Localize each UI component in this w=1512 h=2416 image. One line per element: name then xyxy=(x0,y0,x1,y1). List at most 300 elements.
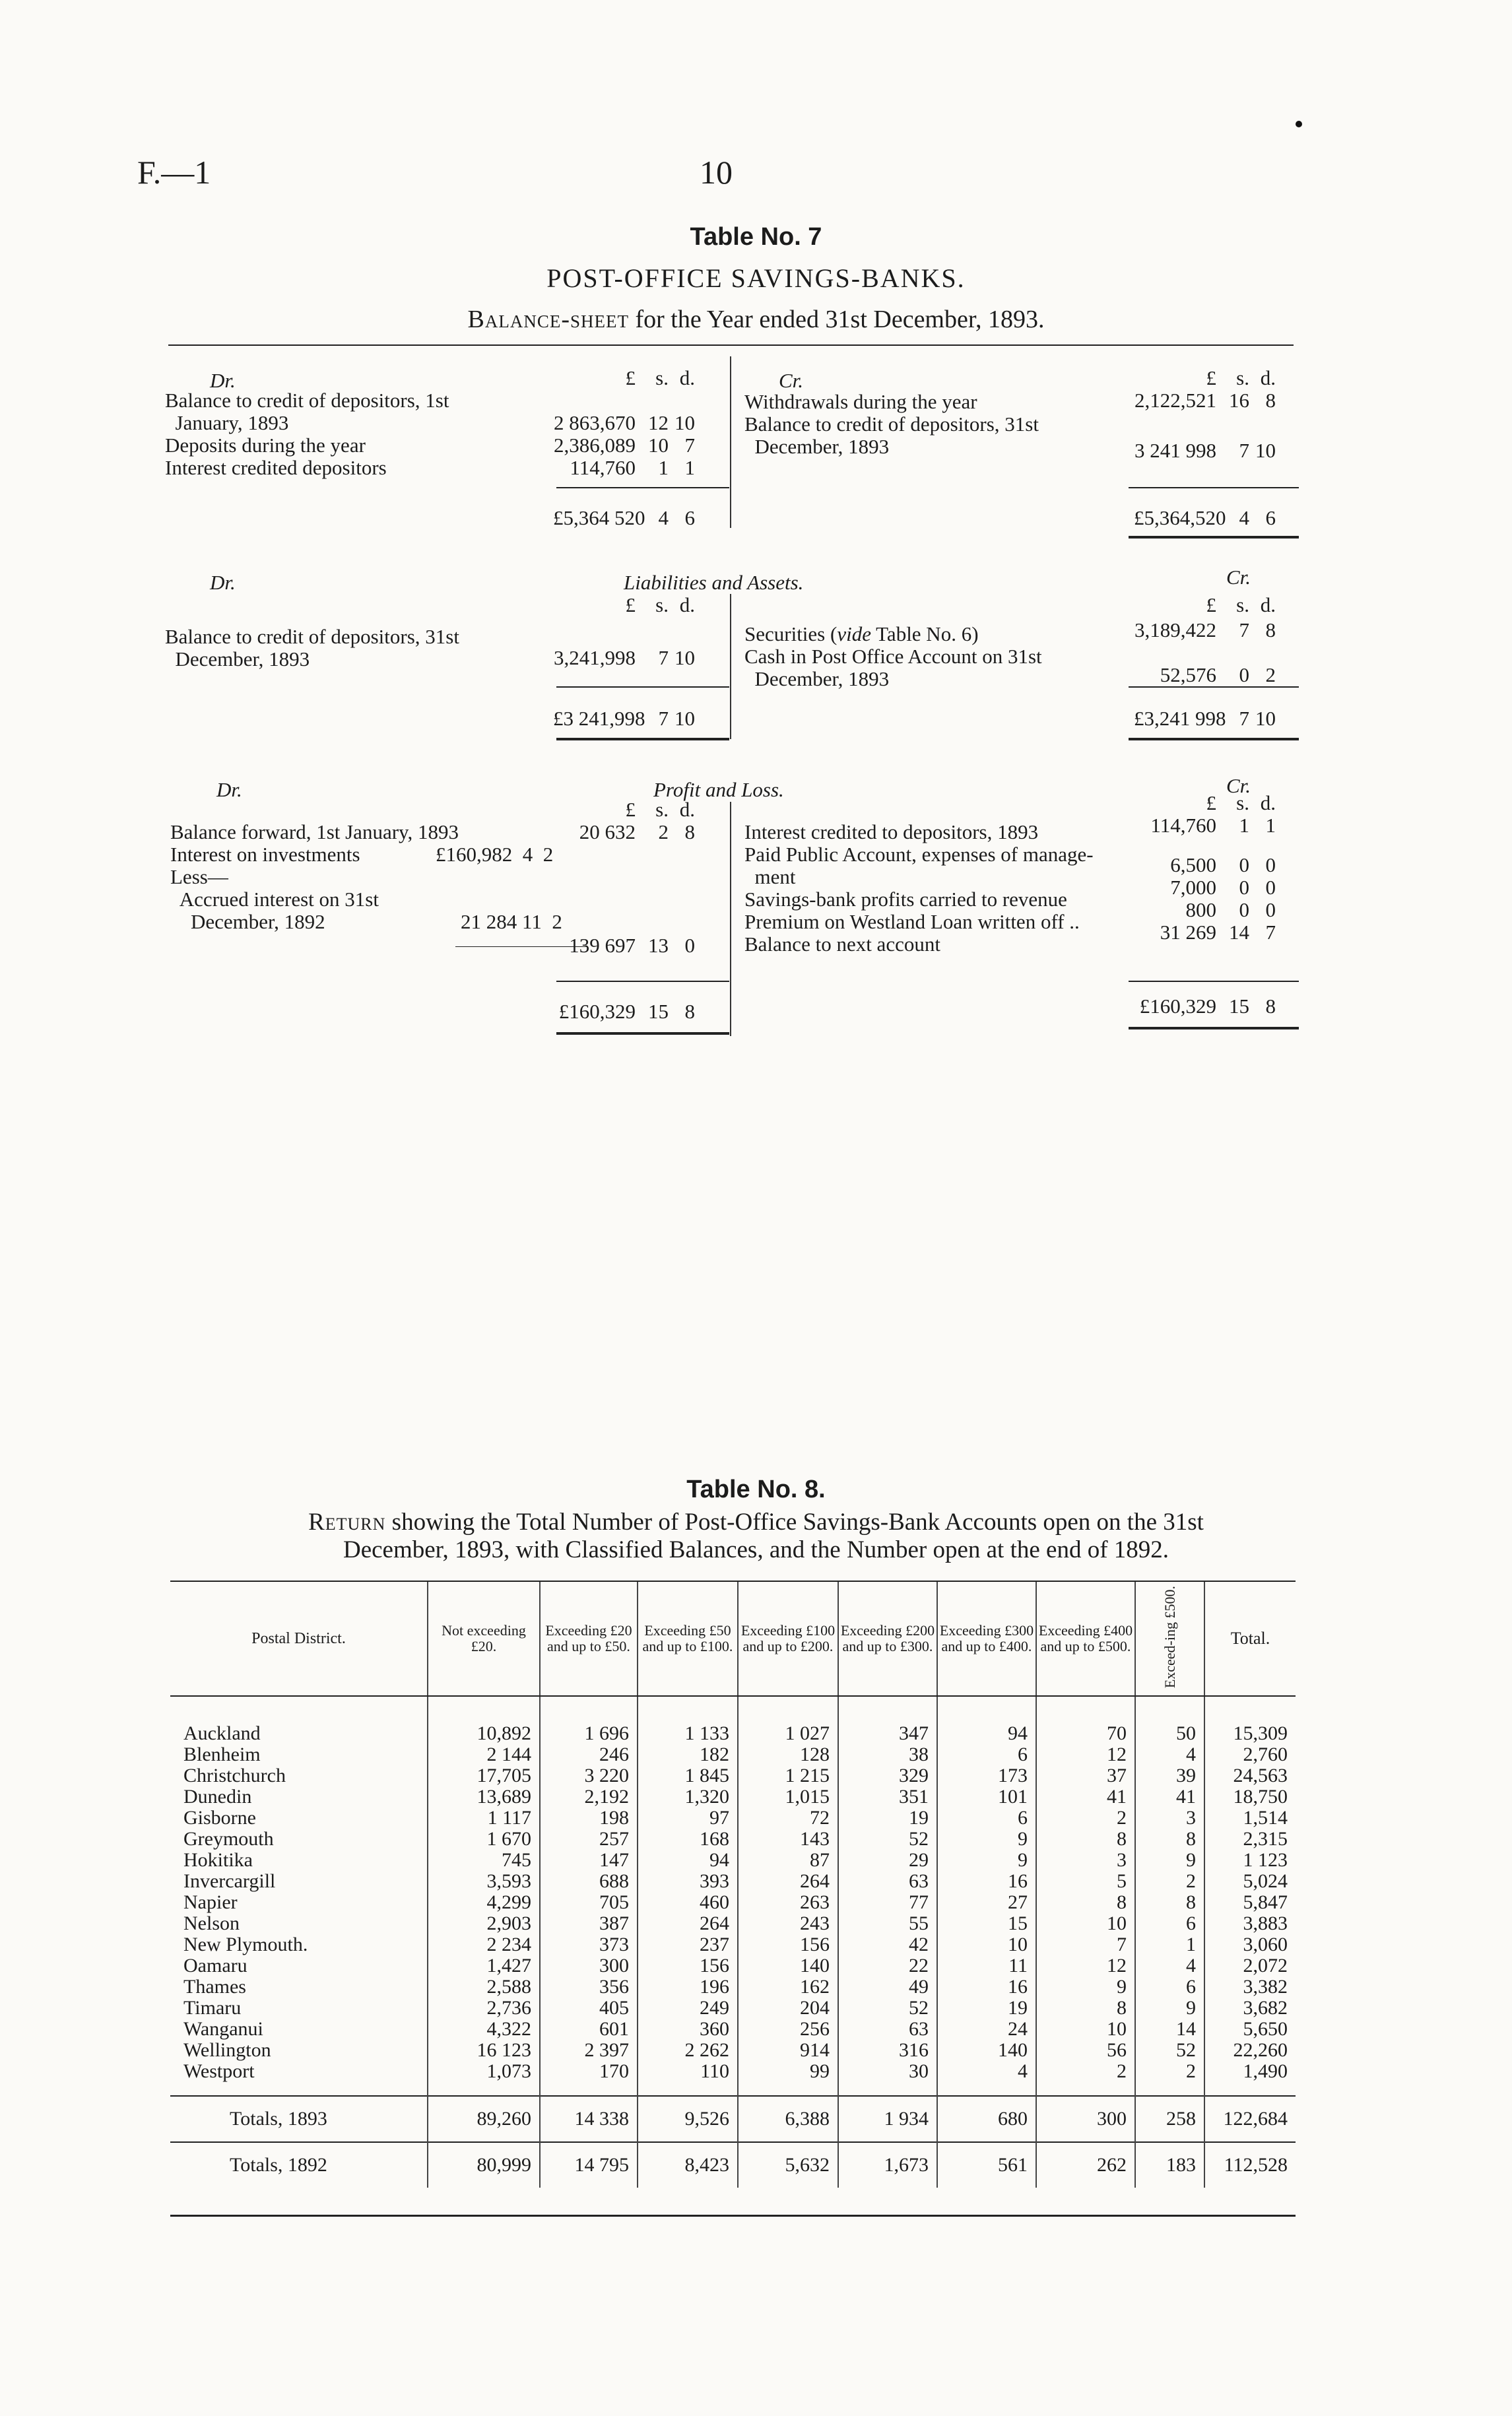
totals-cell: 5,632 xyxy=(738,2142,838,2188)
balance-divider xyxy=(730,356,731,528)
column-header: Exceed-ing £500. xyxy=(1135,1582,1204,1696)
pl-left-line: Less— xyxy=(170,865,228,888)
count-cell: 316 xyxy=(838,2040,937,2061)
count-cell: 3,883 xyxy=(1204,1913,1296,1934)
count-cell: 2,903 xyxy=(428,1913,540,1934)
totals-cell: 262 xyxy=(1036,2142,1135,2188)
count-cell: 63 xyxy=(838,1871,937,1892)
count-cell: 204 xyxy=(738,1998,838,2019)
totals-cell: 122,684 xyxy=(1204,2096,1296,2142)
count-cell: 2,315 xyxy=(1204,1829,1296,1850)
count-cell: 49 xyxy=(838,1976,937,1998)
pl-left-line: December, 1892 xyxy=(170,910,325,933)
balance-left-line: Deposits during the year xyxy=(165,434,366,457)
totals-cell: 258 xyxy=(1135,2096,1204,2142)
count-cell: 2,736 xyxy=(428,1998,540,2019)
column-header: Exceeding £400 and up to £500. xyxy=(1036,1582,1135,1696)
count-cell: 6 xyxy=(937,1808,1036,1829)
pl-right-line: Interest credited to depositors, 1893 xyxy=(744,820,1039,843)
count-cell: 1,490 xyxy=(1204,2061,1296,2096)
table7-heading: POST-OFFICE SAVINGS-BANKS. xyxy=(546,263,966,293)
count-cell: 37 xyxy=(1036,1765,1135,1786)
count-cell: 8 xyxy=(1135,1829,1204,1850)
table-row xyxy=(170,2040,1296,2061)
balance-left-amount: 114,760 1 1 xyxy=(570,456,695,479)
count-cell: 15 xyxy=(937,1913,1036,1934)
table-row xyxy=(170,1934,1296,1955)
district-cell: Christchurch xyxy=(183,1765,286,1787)
totals-cell: 9,526 xyxy=(638,2096,738,2142)
count-cell: 39 xyxy=(1135,1765,1204,1786)
district-cell: Gisborne xyxy=(183,1807,256,1829)
count-cell: 24 xyxy=(937,2019,1036,2040)
count-cell: 3,060 xyxy=(1204,1934,1296,1955)
table-row xyxy=(170,1829,1296,1850)
count-cell: 405 xyxy=(540,1998,638,2019)
count-cell: 15,309 xyxy=(1204,1696,1296,1744)
count-cell: 2 xyxy=(1135,2061,1204,2096)
count-cell: 41 xyxy=(1135,1786,1204,1808)
count-cell: 52 xyxy=(838,1829,937,1850)
pl-dr-label: Dr. xyxy=(216,778,242,801)
table-row xyxy=(170,1786,1296,1808)
liab-right-amount: 3,189,422 7 8 xyxy=(1134,618,1276,641)
count-cell: 246 xyxy=(540,1744,638,1765)
count-cell: 50 xyxy=(1135,1696,1204,1744)
totals-row xyxy=(170,2096,1296,2142)
count-cell: 38 xyxy=(838,1744,937,1765)
document-reference: F.—1 xyxy=(137,154,211,191)
count-cell: 1 117 xyxy=(428,1808,540,1829)
pl-accrued-inner: 21 284 11 2 xyxy=(461,910,562,933)
count-cell: 5 xyxy=(1036,1871,1135,1892)
count-cell: 2 xyxy=(1135,1871,1204,1892)
column-header: Exceeding £200 and up to £300. xyxy=(838,1582,937,1696)
balance-right-amount: 2,122,521 16 8 xyxy=(1134,389,1276,412)
totals-cell: 80,999 xyxy=(428,2142,540,2188)
count-cell: 2 262 xyxy=(638,2040,738,2061)
totals-row xyxy=(170,2142,1296,2188)
liab-right-total: £3,241 998 7 10 xyxy=(1134,707,1276,730)
pl-left-currency-header: £ s. d. xyxy=(625,798,695,821)
count-cell: 4 xyxy=(1135,1955,1204,1976)
count-cell: 2 144 xyxy=(428,1744,540,1765)
count-cell: 6 xyxy=(937,1744,1036,1765)
count-cell: 27 xyxy=(937,1892,1036,1913)
liab-right-items xyxy=(744,623,1042,690)
table8-header-row xyxy=(170,1582,1296,1696)
table8 xyxy=(170,1582,1296,2188)
subheading-rest: for the Year ended 31st December, 1893. xyxy=(628,306,1045,333)
district-cell: Auckland xyxy=(183,1722,261,1745)
count-cell: 10 xyxy=(937,1934,1036,1955)
district-cell: Blenheim xyxy=(183,1744,261,1766)
count-cell: 10,892 xyxy=(428,1696,540,1744)
liab-left-line: December, 1893 xyxy=(165,647,310,670)
district-cell: Timaru xyxy=(183,1997,242,2019)
pl-divider xyxy=(730,802,731,1036)
district-cell: Greymouth xyxy=(183,1828,274,1850)
count-cell: 3 xyxy=(1036,1850,1135,1871)
totals-cell: 183 xyxy=(1135,2142,1204,2188)
page-number: 10 xyxy=(700,154,733,191)
count-cell: 688 xyxy=(540,1871,638,1892)
count-cell: 170 xyxy=(540,2061,638,2096)
count-cell: 8 xyxy=(1036,1829,1135,1850)
count-cell: 1 845 xyxy=(638,1765,738,1786)
count-cell: 460 xyxy=(638,1892,738,1913)
table8-caption-line: Return showing the Total Number of Post-Office Savings-Bank Accounts open on the 31st xyxy=(308,1509,1204,1536)
column-header: Postal District. xyxy=(170,1582,428,1696)
count-cell: 24,563 xyxy=(1204,1765,1296,1786)
count-cell: 1,514 xyxy=(1204,1808,1296,1829)
totals-cell: 8,423 xyxy=(638,2142,738,2188)
pl-right-line: Premium on Westland Loan written off .. xyxy=(744,910,1080,933)
liab-title: Liabilities and Assets. xyxy=(624,571,804,594)
pl-right-line: Paid Public Account, expenses of manage- xyxy=(744,843,1094,866)
count-cell: 19 xyxy=(838,1808,937,1829)
count-cell: 99 xyxy=(738,2061,838,2096)
count-cell: 264 xyxy=(638,1913,738,1934)
count-cell: 3,593 xyxy=(428,1871,540,1892)
table-row xyxy=(170,1850,1296,1871)
count-cell: 243 xyxy=(738,1913,838,1934)
count-cell: 87 xyxy=(738,1850,838,1871)
count-cell: 1 670 xyxy=(428,1829,540,1850)
table8-caption-line: December, 1893, with Classified Balances, and the Number open at the end of 1892. xyxy=(343,1536,1169,1563)
liab-right-amount: 52,576 0 2 xyxy=(1160,663,1276,686)
column-header: Exceeding £50 and up to £100. xyxy=(638,1582,738,1696)
table-row xyxy=(170,1913,1296,1934)
count-cell: 143 xyxy=(738,1829,838,1850)
balance-left-line: Interest credited depositors xyxy=(165,456,387,479)
district-cell: Nelson xyxy=(183,1912,240,1935)
count-cell: 351 xyxy=(838,1786,937,1808)
count-cell: 1 027 xyxy=(738,1696,838,1744)
district-cell: Oamaru xyxy=(183,1955,247,1977)
table-row xyxy=(170,1744,1296,1765)
pl-right-total: £160,329 15 8 xyxy=(1139,995,1276,1018)
count-cell: 356 xyxy=(540,1976,638,1998)
count-cell: 168 xyxy=(638,1829,738,1850)
liab-left-line: Balance to credit of depositors, 31st xyxy=(165,625,459,648)
pl-left-line: Interest on investments xyxy=(170,843,360,866)
table8-bottom-rule xyxy=(170,2215,1296,2217)
count-cell: 22,260 xyxy=(1204,2040,1296,2061)
count-cell: 198 xyxy=(540,1808,638,1829)
count-cell: 2 234 xyxy=(428,1934,540,1955)
count-cell: 77 xyxy=(838,1892,937,1913)
liab-right-sum-rule xyxy=(1129,686,1299,688)
count-cell: 97 xyxy=(638,1808,738,1829)
pl-forward-amount: 20 632 2 8 xyxy=(579,820,695,843)
column-header: Exceeding £20 and up to £50. xyxy=(540,1582,638,1696)
table-row xyxy=(170,1871,1296,1892)
count-cell: 140 xyxy=(937,2040,1036,2061)
count-cell: 3 220 xyxy=(540,1765,638,1786)
balance-right-sum-rule xyxy=(1129,487,1299,488)
count-cell: 263 xyxy=(738,1892,838,1913)
balance-cr-label: Cr. xyxy=(779,369,804,392)
count-cell: 3,382 xyxy=(1204,1976,1296,1998)
pl-right-amount: 6,500 0 0 xyxy=(1170,853,1276,876)
pl-right-amount: 7,000 0 0 xyxy=(1170,876,1276,899)
pl-left-total: £160,329 15 8 xyxy=(558,1000,695,1023)
column-header: Not exceeding £20. xyxy=(428,1582,540,1696)
count-cell: 2,072 xyxy=(1204,1955,1296,1976)
pl-right-line: Savings-bank profits carried to revenue xyxy=(744,888,1067,911)
count-cell: 5,847 xyxy=(1204,1892,1296,1913)
count-cell: 387 xyxy=(540,1913,638,1934)
district-cell: Thames xyxy=(183,1976,246,1998)
totals-label: Totals, 1893 xyxy=(170,2096,428,2142)
liab-left-currency-header: £ s. d. xyxy=(625,593,695,616)
totals-cell: 14 338 xyxy=(540,2096,638,2142)
count-cell: 4,299 xyxy=(428,1892,540,1913)
district-cell: Dunedin xyxy=(183,1786,252,1808)
count-cell: 4 xyxy=(1135,1744,1204,1765)
count-cell: 2 xyxy=(1036,1808,1135,1829)
liab-dr-label: Dr. xyxy=(210,571,236,594)
count-cell: 128 xyxy=(738,1744,838,1765)
balance-right-double-rule xyxy=(1129,536,1299,539)
balance-right-line: Withdrawals during the year xyxy=(744,390,977,413)
count-cell: 110 xyxy=(638,2061,738,2096)
balance-left-sum-rule xyxy=(556,487,729,488)
count-cell: 601 xyxy=(540,2019,638,2040)
count-cell: 182 xyxy=(638,1744,738,1765)
count-cell: 52 xyxy=(838,1998,937,2019)
column-header: Exceeding £300 and up to £400. xyxy=(937,1582,1036,1696)
count-cell: 2 xyxy=(1036,2061,1135,2096)
count-cell: 16 xyxy=(937,1871,1036,1892)
table-row xyxy=(170,1892,1296,1913)
district-cell: Napier xyxy=(183,1891,238,1914)
pl-left-line: Accrued interest on 31st xyxy=(170,888,379,911)
pl-right-amount: 31 269 14 7 xyxy=(1160,921,1276,944)
count-cell: 94 xyxy=(638,1850,738,1871)
liab-right-line: December, 1893 xyxy=(744,667,890,690)
count-cell: 12 xyxy=(1036,1744,1135,1765)
count-cell: 2 397 xyxy=(540,2040,638,2061)
totals-cell: 112,528 xyxy=(1204,2142,1296,2188)
pl-net-amount: 139 697 13 0 xyxy=(569,934,695,957)
balance-right-items xyxy=(744,391,1039,458)
count-cell: 156 xyxy=(638,1955,738,1976)
table8-title: Table No. 8. xyxy=(686,1476,826,1503)
count-cell: 1 xyxy=(1135,1934,1204,1955)
balance-left-line: Balance to credit of depositors, 1st xyxy=(165,389,449,412)
count-cell: 249 xyxy=(638,1998,738,2019)
totals-cell: 6,388 xyxy=(738,2096,838,2142)
pl-right-double-rule xyxy=(1129,1027,1299,1029)
count-cell: 8 xyxy=(1036,1998,1135,2019)
count-cell: 7 xyxy=(1036,1934,1135,1955)
balance-right-line: Balance to credit of depositors, 31st xyxy=(744,412,1039,436)
liab-left-sum-rule xyxy=(556,686,729,688)
count-cell: 914 xyxy=(738,2040,838,2061)
count-cell: 4,322 xyxy=(428,2019,540,2040)
balance-left-total: £5,364 520 4 6 xyxy=(553,506,695,529)
count-cell: 256 xyxy=(738,2019,838,2040)
count-cell: 373 xyxy=(540,1934,638,1955)
balance-right-line: December, 1893 xyxy=(744,435,890,458)
count-cell: 1 123 xyxy=(1204,1850,1296,1871)
count-cell: 300 xyxy=(540,1955,638,1976)
count-cell: 41 xyxy=(1036,1786,1135,1808)
liab-left-amount: 3,241,998 7 10 xyxy=(554,646,695,669)
count-cell: 9 xyxy=(1135,1850,1204,1871)
pl-left-items xyxy=(170,821,459,933)
subheading-caps: Balance-sheet xyxy=(467,306,629,333)
pl-right-line: Balance to next account xyxy=(744,932,940,956)
count-cell: 173 xyxy=(937,1765,1036,1786)
count-cell: 4 xyxy=(937,2061,1036,2096)
count-cell: 347 xyxy=(838,1696,937,1744)
table7-subheading xyxy=(0,305,1512,334)
count-cell: 6 xyxy=(1135,1913,1204,1934)
balance-left-items xyxy=(165,389,449,479)
count-cell: 8 xyxy=(1135,1892,1204,1913)
pl-left-sum-rule xyxy=(556,981,729,982)
pl-right-items xyxy=(744,821,1094,956)
count-cell: 1,427 xyxy=(428,1955,540,1976)
count-cell: 9 xyxy=(937,1850,1036,1871)
count-cell: 147 xyxy=(540,1850,638,1871)
count-cell: 1,015 xyxy=(738,1786,838,1808)
district-cell: Wellington xyxy=(183,2039,271,2062)
count-cell: 1 215 xyxy=(738,1765,838,1786)
table-row xyxy=(170,1955,1296,1976)
totals-cell: 561 xyxy=(937,2142,1036,2188)
count-cell: 19 xyxy=(937,1998,1036,2019)
count-cell: 9 xyxy=(937,1829,1036,1850)
count-cell: 196 xyxy=(638,1976,738,1998)
count-cell: 745 xyxy=(428,1850,540,1871)
pl-cr-label: Cr. xyxy=(1226,774,1251,797)
count-cell: 3 xyxy=(1135,1808,1204,1829)
count-cell: 16 123 xyxy=(428,2040,540,2061)
count-cell: 52 xyxy=(1135,2040,1204,2061)
pl-right-currency-header: £ s. d. xyxy=(1206,791,1276,814)
balance-left-currency-header: £ s. d. xyxy=(625,366,695,389)
count-cell: 14 xyxy=(1135,2019,1204,2040)
table8-caption xyxy=(0,1509,1512,1564)
count-cell: 10 xyxy=(1036,2019,1135,2040)
district-cell: New Plymouth. xyxy=(183,1934,308,1956)
table7-title: Table No. 7 xyxy=(690,223,822,251)
table-row xyxy=(170,1765,1296,1786)
table-row xyxy=(170,1696,1296,1744)
pl-right-sum-rule xyxy=(1129,981,1299,982)
table-row xyxy=(170,1976,1296,1998)
table-row xyxy=(170,2019,1296,2040)
count-cell: 1,320 xyxy=(638,1786,738,1808)
district-cell: Hokitika xyxy=(183,1849,253,1872)
balance-left-amount: 2,386,089 10 7 xyxy=(554,434,695,457)
table-row xyxy=(170,1998,1296,2019)
totals-cell: 680 xyxy=(937,2096,1036,2142)
count-cell: 264 xyxy=(738,1871,838,1892)
liab-left-items xyxy=(165,626,459,670)
pl-right-amount: 114,760 1 1 xyxy=(1150,814,1276,837)
count-cell: 1 696 xyxy=(540,1696,638,1744)
totals-cell: 300 xyxy=(1036,2096,1135,2142)
count-cell: 18,750 xyxy=(1204,1786,1296,1808)
count-cell: 3,682 xyxy=(1204,1998,1296,2019)
count-cell: 360 xyxy=(638,2019,738,2040)
totals-cell: 14 795 xyxy=(540,2142,638,2188)
count-cell: 156 xyxy=(738,1934,838,1955)
count-cell: 329 xyxy=(838,1765,937,1786)
totals-cell: 1 934 xyxy=(838,2096,937,2142)
liab-right-double-rule xyxy=(1129,738,1299,740)
totals-label: Totals, 1892 xyxy=(170,2142,428,2188)
pl-left-double-rule xyxy=(556,1032,729,1035)
liab-right-currency-header: £ s. d. xyxy=(1206,593,1276,616)
count-cell: 140 xyxy=(738,1955,838,1976)
count-cell: 16 xyxy=(937,1976,1036,1998)
balance-left-line: January, 1893 xyxy=(165,411,289,434)
balance-left-amount: 2 863,670 12 10 xyxy=(554,411,695,434)
count-cell: 10 xyxy=(1036,1913,1135,1934)
ink-dot xyxy=(1296,121,1302,127)
count-cell: 8 xyxy=(1036,1892,1135,1913)
liab-right-line: Cash in Post Office Account on 31st xyxy=(744,645,1042,668)
pl-left-line: Balance forward, 1st January, 1893 xyxy=(170,820,459,843)
pl-title: Profit and Loss. xyxy=(653,778,784,801)
count-cell: 2,588 xyxy=(428,1976,540,1998)
count-cell: 22 xyxy=(838,1955,937,1976)
count-cell: 5,024 xyxy=(1204,1871,1296,1892)
liab-left-total: £3 241,998 7 10 xyxy=(553,707,695,730)
count-cell: 9 xyxy=(1135,1998,1204,2019)
balance-dr-label: Dr. xyxy=(210,369,236,392)
count-cell: 30 xyxy=(838,2061,937,2096)
count-cell: 42 xyxy=(838,1934,937,1955)
balance-right-total: £5,364,520 4 6 xyxy=(1134,506,1276,529)
pl-interest-inner: £160,982 4 2 xyxy=(436,843,554,866)
count-cell: 94 xyxy=(937,1696,1036,1744)
count-cell: 29 xyxy=(838,1850,937,1871)
count-cell: 9 xyxy=(1036,1976,1135,1998)
pl-right-amount: 800 0 0 xyxy=(1185,898,1276,921)
count-cell: 2,192 xyxy=(540,1786,638,1808)
liab-cr-label: Cr. xyxy=(1226,566,1251,589)
title-rule xyxy=(168,344,1294,346)
table-row xyxy=(170,1808,1296,1829)
count-cell: 72 xyxy=(738,1808,838,1829)
count-cell: 70 xyxy=(1036,1696,1135,1744)
balance-right-amount: 3 241 998 7 10 xyxy=(1134,439,1276,462)
pl-right-line: ment xyxy=(744,865,796,888)
count-cell: 6 xyxy=(1135,1976,1204,1998)
count-cell: 12 xyxy=(1036,1955,1135,1976)
count-cell: 5,650 xyxy=(1204,2019,1296,2040)
count-cell: 56 xyxy=(1036,2040,1135,2061)
count-cell: 11 xyxy=(937,1955,1036,1976)
balance-right-currency-header: £ s. d. xyxy=(1206,366,1276,389)
count-cell: 63 xyxy=(838,2019,937,2040)
totals-cell: 89,260 xyxy=(428,2096,540,2142)
count-cell: 393 xyxy=(638,1871,738,1892)
count-cell: 257 xyxy=(540,1829,638,1850)
count-cell: 101 xyxy=(937,1786,1036,1808)
liab-right-line: Securities (vide Table No. 6) xyxy=(744,622,979,645)
count-cell: 13,689 xyxy=(428,1786,540,1808)
totals-cell: 1,673 xyxy=(838,2142,937,2188)
count-cell: 705 xyxy=(540,1892,638,1913)
